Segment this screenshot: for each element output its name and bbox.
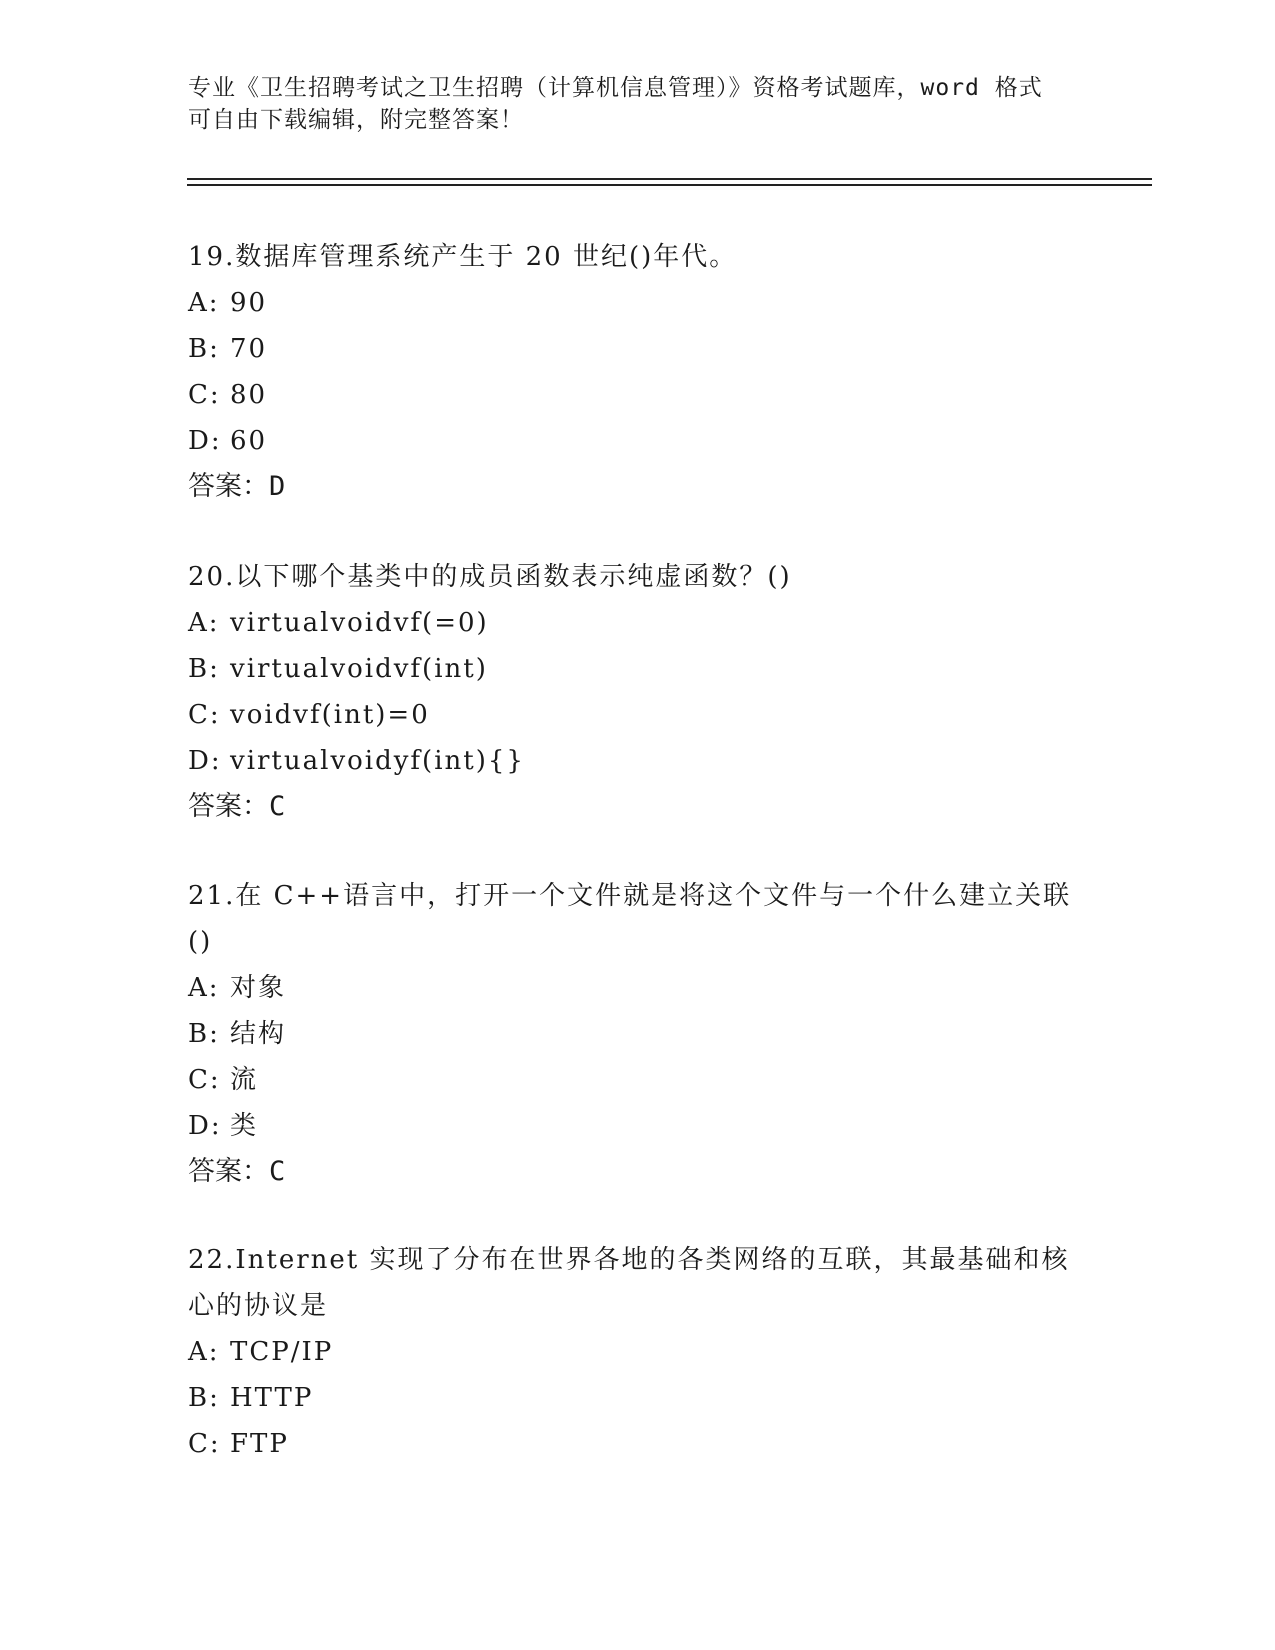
option-letter: D: bbox=[188, 746, 222, 776]
option-text: TCP/IP bbox=[230, 1337, 334, 1367]
option-b bbox=[188, 1011, 1088, 1057]
option-a bbox=[188, 600, 1088, 646]
option-b bbox=[188, 1375, 1088, 1421]
document-header bbox=[188, 72, 1068, 136]
question-stem: 21.在 C++语言中，打开一个文件就是将这个文件与一个什么建立关联 bbox=[188, 881, 1072, 911]
option-text: 流 bbox=[230, 1065, 259, 1095]
option-letter: B: bbox=[188, 1019, 220, 1049]
option-text: FTP bbox=[230, 1429, 289, 1459]
option-c bbox=[188, 372, 1088, 418]
header-line-1: 专业《卫生招聘考试之卫生招聘（计算机信息管理）》资格考试题库，word 格式 bbox=[188, 75, 1043, 101]
option-letter: A: bbox=[188, 608, 220, 638]
question-20 bbox=[188, 554, 1088, 830]
question-stem: 22.Internet 实现了分布在世界各地的各类网络的互联，其最基础和核 bbox=[188, 1245, 1070, 1275]
option-text: 对象 bbox=[230, 973, 287, 1003]
option-text: 70 bbox=[230, 334, 268, 364]
header-divider-top bbox=[187, 178, 1152, 180]
option-text: HTTP bbox=[230, 1383, 314, 1413]
option-text: virtualvoidvf(=0) bbox=[230, 608, 489, 638]
answer-line: 答案：C bbox=[188, 1156, 286, 1187]
option-text: 60 bbox=[230, 426, 268, 456]
option-c bbox=[188, 1421, 1088, 1467]
option-letter: C: bbox=[188, 380, 221, 410]
option-text: 90 bbox=[230, 288, 268, 318]
option-c bbox=[188, 1057, 1088, 1103]
question-stem-continued: 心的协议是 bbox=[188, 1291, 329, 1321]
option-d bbox=[188, 1103, 1088, 1149]
option-letter: C: bbox=[188, 1065, 221, 1095]
option-letter: C: bbox=[188, 1429, 221, 1459]
option-letter: A: bbox=[188, 973, 220, 1003]
question-19 bbox=[188, 234, 1088, 510]
question-22 bbox=[188, 1237, 1088, 1467]
answer-line: 答案：C bbox=[188, 791, 286, 822]
option-b bbox=[188, 646, 1088, 692]
option-a bbox=[188, 1329, 1088, 1375]
question-21 bbox=[188, 873, 1088, 1195]
question-stem: 19.数据库管理系统产生于 20 世纪()年代。 bbox=[188, 242, 738, 272]
option-text: 类 bbox=[230, 1111, 259, 1141]
option-letter: B: bbox=[188, 1383, 220, 1413]
option-d bbox=[188, 738, 1088, 784]
option-text: virtualvoidyf(int){} bbox=[230, 746, 525, 776]
option-text: voidvf(int)=0 bbox=[230, 700, 430, 730]
option-letter: D: bbox=[188, 1111, 222, 1141]
option-letter: C: bbox=[188, 700, 221, 730]
answer-line: 答案：D bbox=[188, 471, 286, 502]
option-b bbox=[188, 326, 1088, 372]
option-text: 结构 bbox=[230, 1019, 287, 1049]
option-letter: A: bbox=[188, 1337, 220, 1367]
option-d bbox=[188, 418, 1088, 464]
option-text: virtualvoidvf(int) bbox=[230, 654, 488, 684]
option-letter: B: bbox=[188, 654, 220, 684]
header-divider-bottom bbox=[187, 184, 1152, 186]
question-stem-continued: () bbox=[188, 927, 213, 957]
option-letter: B: bbox=[188, 334, 220, 364]
option-text: 80 bbox=[230, 380, 268, 410]
option-a bbox=[188, 280, 1088, 326]
option-letter: A: bbox=[188, 288, 220, 318]
option-c bbox=[188, 692, 1088, 738]
question-stem: 20.以下哪个基类中的成员函数表示纯虚函数？() bbox=[188, 562, 792, 592]
header-line-2: 可自由下载编辑，附完整答案！ bbox=[188, 107, 524, 133]
option-a bbox=[188, 965, 1088, 1011]
option-letter: D: bbox=[188, 426, 222, 456]
